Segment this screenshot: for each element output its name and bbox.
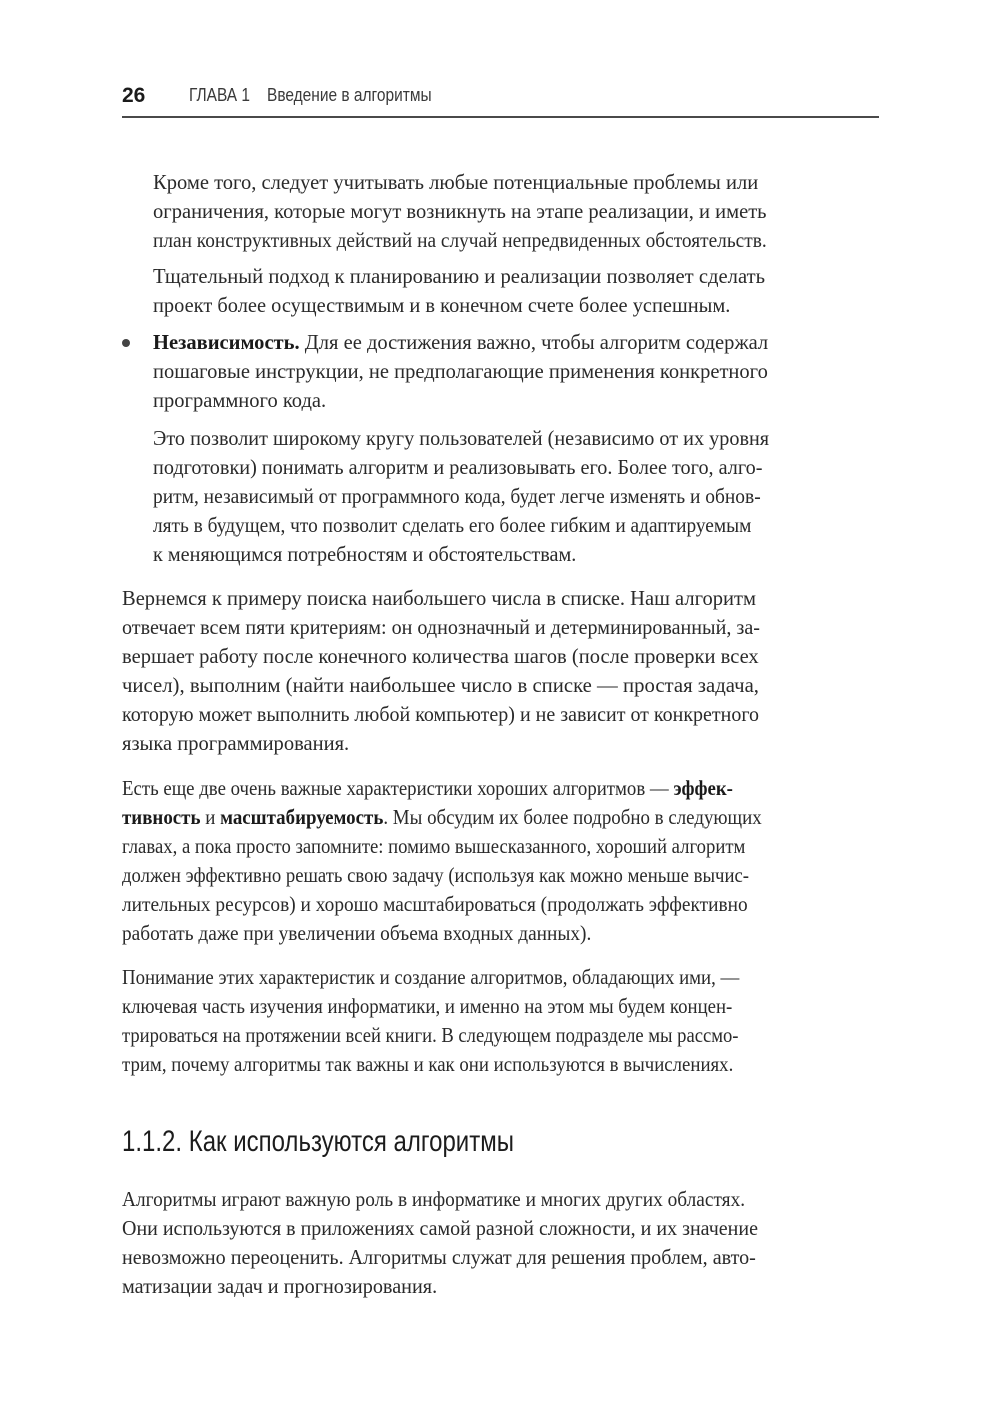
chapter-label: ГЛАВА 1 — [189, 85, 251, 105]
bold-term: масштабируемость — [220, 805, 384, 829]
text-line: чисел), выполним (найти наибольшее число в списке — простая задача, — [122, 673, 759, 697]
text-line: проект более осуществимым и в конечном счете более успешным. — [153, 293, 731, 317]
text-line: которую может выполнить любой компьютер) и не зависит от конкретного — [122, 702, 760, 726]
page-number: 26 — [122, 84, 146, 107]
text-line: трим, почему алгоритмы так важны и как они используются в вычислениях. — [122, 1052, 734, 1076]
text-line: ритм, независимый от программного кода, будет легче изменять и обнов- — [153, 484, 761, 508]
text-line: работать даже при увеличении объема входных данных). — [122, 921, 592, 945]
text-line: матизации задач и прогнозирования. — [122, 1274, 438, 1298]
bold-term: Независимость. — [153, 330, 300, 354]
text-line: Кроме того, следует учитывать любые потенциальные проблемы или — [153, 170, 759, 194]
text-line: языка программирования. — [122, 731, 350, 755]
bold-term: эффек- — [673, 776, 733, 800]
text-line: подготовки) понимать алгоритм и реализовывать его. Более того, алго- — [153, 455, 763, 479]
text-line: пошаговые инструкции, не предполагающие применения конкретного — [153, 359, 768, 383]
text-line: Независимость. Для ее достижения важно, чтобы алгоритм содержал — [153, 330, 769, 354]
text-line: ограничения, которые могут возникнуть на этапе реализации, и иметь — [153, 199, 767, 223]
text-line: Понимание этих характеристик и создание алгоритмов, обладающих ими, — — [122, 965, 740, 989]
bold-term: тивность — [122, 805, 201, 829]
text-line: вершает работу после конечного количества шагов (после проверки всех — [122, 644, 759, 668]
text-line: лительных ресурсов) и хорошо масштабироваться (продолжать эффективно — [122, 892, 748, 916]
text-line: лять в будущем, что позволит сделать его более гибким и адаптируемым — [153, 513, 752, 537]
text-line: Это позволит широкому кругу пользователей (независимо от их уровня — [153, 426, 770, 450]
chapter-title: Введение в алгоритмы — [267, 85, 432, 105]
section-heading: 1.1.2. Как используются алгоритмы — [122, 1125, 514, 1158]
text-line: главах, а пока просто запомните: помимо вышесказанного, хороший алгоритм — [122, 834, 746, 858]
text-line: должен эффективно решать свою задачу (используя как можно меньше вычис- — [122, 863, 749, 887]
text-line: невозможно переоценить. Алгоритмы служат для решения проблем, авто- — [122, 1245, 756, 1269]
header-rule — [122, 116, 879, 118]
text-line: Вернемся к примеру поиска наибольшего числа в списке. Наш алгоритм — [122, 586, 756, 610]
text-line: ключевая часть изучения информатики, и именно на этом мы будем концен- — [122, 994, 733, 1018]
text-line: программного кода. — [153, 388, 327, 412]
text-line: Тщательный подход к планированию и реализации позволяет сделать — [153, 264, 766, 288]
text-line: отвечает всем пяти критериям: он однозначный и детерминированный, за- — [122, 615, 760, 639]
running-header — [122, 82, 879, 116]
text-line: Есть еще две очень важные характеристики хороших алгоритмов — эффек- — [122, 776, 733, 800]
text-line: план конструктивных действий на случай непредвиденных обстоятельств. — [153, 228, 767, 252]
text-line: трироваться на протяжении всей книги. В следующем подразделе мы рассмо- — [122, 1023, 739, 1047]
text-line: Они используются в приложениях самой разной сложности, и их значение — [122, 1216, 758, 1240]
bullet-icon — [122, 339, 130, 347]
text-line: тивность и масштабируемость. Мы обсудим их более подробно в следующих — [122, 805, 762, 829]
text-line: к меняющимся потребностям и обстоятельствам. — [153, 542, 577, 566]
text-line: Алгоритмы играют важную роль в информатике и многих других областях. — [122, 1187, 746, 1211]
